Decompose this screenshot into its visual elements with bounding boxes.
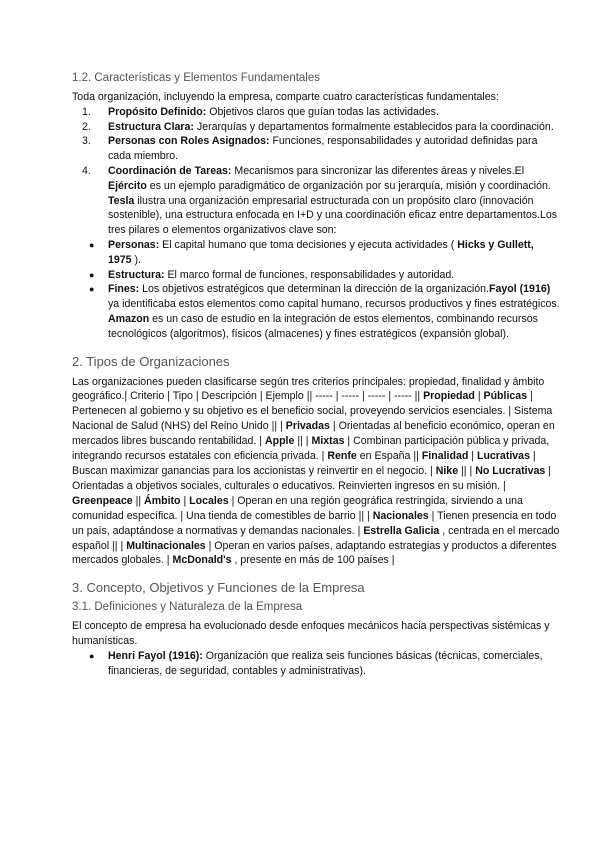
bold-ref-ejercito: Ejército [108,179,147,192]
example-mcdonalds: McDonald's [172,554,232,567]
example-estrella-galicia: Estrella Galicia [363,524,440,537]
bullet-title: Fines: [108,283,140,296]
item-text: Funciones, responsabilidades y autoridad definidas para cada miembro. [108,135,538,163]
table-text-segment: | Operan en varios países, adaptando estrategias y productos a diferentes mercados globales. | [72,539,557,567]
list-number: 1. [82,105,91,118]
bold-ref-fayol: Fayol (1916) [489,283,551,296]
item-title: Personas con Roles Asignados: [108,135,270,148]
table-text-segment: Las organizaciones pueden clasificarse según tres criterios principales: propiedad, finalidad y ámbito geográfico.| Criterio | Tipo | Descripción | Ejemplo || ----- | ----- | ----- | ----- || [72,375,545,403]
criterion-ambito: Ámbito [144,494,181,507]
bullet-title: Personas: [108,238,160,251]
list-number: 2. [82,120,91,133]
bullet-item [72,268,560,283]
item-title: Coordinación de Tareas: [108,164,232,177]
table-text-segment: || | [294,435,312,448]
table-text-segment: | Pertenecen al gobierno y su objetivo es el beneficio social, proveyendo servicios esenciales. | Sistema Nacional de Salud (NHS) del Reino Unido || | [72,390,553,433]
type-locales: Locales [189,494,229,507]
type-mixtas: Mixtas [311,435,345,448]
bold-ref-amazon: Amazon [108,312,150,325]
bullet-icon: ● [89,239,95,250]
list-item [72,105,560,120]
table-text-segment: | Combinan participación pública y privada, integrando recursos estatales con eficiencia privada. | [72,435,550,463]
bullet-text: Organización que realiza seis funciones básicas (técnicas, comerciales, financieras, de seguridad, contables y administrativas). [108,649,543,677]
example-renfe: Renfe [327,450,357,463]
bullet-icon: ● [89,284,95,295]
example-greenpeace: Greenpeace [72,494,133,507]
item-text: Objetivos claros que guían todas las actividades. [206,105,439,118]
section-3-heading: 3. Concepto, Objetivos y Funciones de la Empresa [72,580,365,596]
table-text-segment: | Buscan maximizar ganancias para los accionistas y reinvertir en el negocio. | [72,450,536,477]
item-title: Estructura Clara: [108,120,194,133]
bullet-item [72,649,560,679]
criterion-propiedad: Propiedad [423,390,475,403]
bullet-text: es un caso de estudio en la integración de estos elementos, combinando recursos tecnológicos (algoritmos), físicos (almacenes) y fines estratégicos (expansión global). [108,312,538,340]
bullet-text: El marco formal de funciones, responsabilidades y autoridad. [164,268,455,281]
section-3-1-paragraph: El concepto de empresa ha evolucionado desde enfoques mecánicos hacia perspectivas sistémicas y humanísticas. [72,620,550,648]
item-text: ilustra una organización empresarial estructurada con un propósito claro (innovación sostenible), una estructura enfocada en I+D y una coordinación eficaz entre departamentos.Los tres pilares o elementos organizativos clave son: [108,194,558,237]
bullet-item [72,282,560,341]
bullet-text: Los objetivos estratégicos que determinan la dirección de la organización. [139,283,490,296]
item-text: Mecanismos para sincronizar las diferentes áreas y niveles.El [231,164,525,177]
type-publicas: Públicas [483,390,528,403]
table-text-segment: , centrada en el mercado español || | [72,524,560,552]
item-text: es un ejemplo paradigmático de organización por su jerarquía, misión y coordinación. [146,179,551,192]
type-no-lucrativas: No Lucrativas [475,464,546,477]
table-text-segment: | Operan en una región geográfica restringida, sirviendo a una comunidad específica. | Una tienda de comestibles de barrio || | [72,494,523,522]
table-text-segment: || [132,494,145,507]
type-lucrativas: Lucrativas [476,450,530,463]
example-apple: Apple [264,435,295,448]
bullet-icon: ● [89,650,95,661]
type-multinacionales: Multinacionales [126,539,206,552]
bullet-text: ya identificaba estos elementos como capital humano, recursos productivos y fines estratégicos. [108,298,560,311]
table-text-segment: | Tienen presencia en todo un país, adaptándose a normativas y demandas nacionales. | [72,509,557,537]
table-text-segment: en España || [356,450,422,463]
list-item [72,164,560,238]
example-nike: Nike [435,464,459,477]
table-text-segment: | Orientadas al beneficio económico, operan en mercados libres buscando rentabilidad. | [72,420,555,448]
criterion-finalidad: Finalidad [421,450,469,463]
table-text-segment: , presente en más de 100 países | [231,554,395,567]
citation: Hicks y Gullett, 1975 [108,238,534,266]
table-text-segment: | [468,450,477,463]
item-text: Jerarquías y departamentos formalmente establecidos para la coordinación. [193,120,554,133]
list-number: 4. [82,164,91,177]
section-2-heading: 2. Tipos de Organizaciones [72,353,230,369]
bullet-icon: ● [89,269,95,280]
bold-ref-tesla: Tesla [108,194,135,207]
table-text-segment: || | [458,464,476,477]
bullet-title: Estructura: [108,268,165,281]
characteristics-list [72,105,560,238]
pillars-list [72,238,560,342]
org-types-table-text [72,375,560,569]
section-3-1-heading: 3.1. Definiciones y Naturaleza de la Empresa [72,601,303,614]
bullet-title: Henri Fayol (1916): [108,649,203,662]
bullet-item [72,238,560,268]
list-number: 3. [82,135,91,148]
bullet-text: ). [131,253,141,266]
bullet-text: El capital humano que toma decisiones y ejecuta actividades ( [159,238,458,251]
type-privadas: Privadas [285,420,330,433]
type-nacionales: Nacionales [372,509,429,522]
table-text-segment: | Orientadas a objetivos sociales, culturales o educativos. Reinvierten ingresos en su misión. | [72,464,551,492]
list-item [72,120,560,135]
definitions-list [72,649,560,679]
item-title: Propósito Definido: [108,105,207,118]
list-item [72,134,560,164]
section-1-2-intro: Toda organización, incluyendo la empresa, comparte cuatro características fundamentales: [72,91,499,103]
table-text-segment: | [474,390,484,403]
section-1-2-heading: 1.2. Características y Elementos Fundamentales [72,72,321,84]
table-text-segment: | [180,494,190,507]
